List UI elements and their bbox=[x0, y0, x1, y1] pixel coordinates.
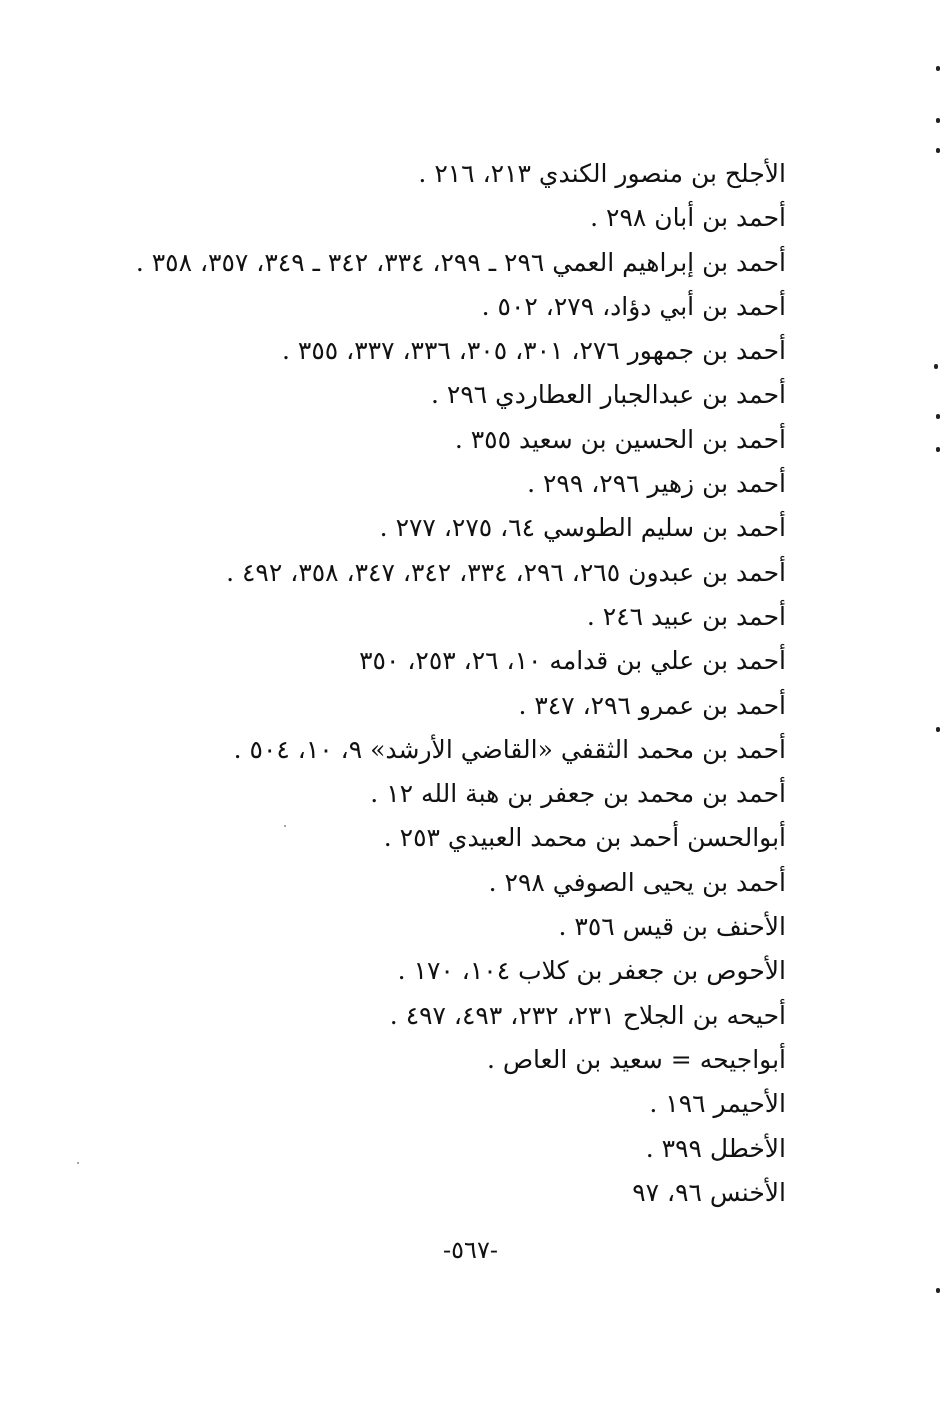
scan-mark bbox=[936, 447, 940, 452]
index-entry: أحيحه بن الجلاح ٢٣١، ٢٣٢، ٤٩٣، ٤٩٧ . bbox=[389, 1000, 786, 1030]
index-entry: الأحنف بن قيس ٣٥٦ . bbox=[558, 912, 786, 942]
scan-mark bbox=[936, 727, 940, 732]
index-entry: أحمد بن أبان ٢٩٨ . bbox=[590, 203, 786, 233]
index-entry: أحمد بن سليم الطوسي ٦٤، ٢٧٥، ٢٧٧ . bbox=[379, 513, 786, 543]
scan-speck bbox=[77, 1162, 79, 1164]
index-entry: أبوالحسن أحمد بن محمد العبيدي ٢٥٣ . bbox=[383, 823, 786, 853]
index-entry: أحمد بن علي بن قدامه ١٠، ٢٦، ٢٥٣، ٣٥٠ bbox=[359, 646, 786, 676]
index-entry: أحمد بن يحيى الصوفي ٢٩٨ . bbox=[488, 867, 786, 897]
scan-mark bbox=[936, 148, 940, 153]
index-entry: أحمد بن عبيد ٢٤٦ . bbox=[586, 601, 786, 631]
index-entry: أحمد بن الحسين بن سعيد ٣٥٥ . bbox=[454, 424, 786, 454]
scan-mark bbox=[936, 1288, 940, 1293]
index-entry: أحمد بن عبدالجبار العطاردي ٢٩٦ . bbox=[431, 380, 786, 410]
index-entry: الأجلح بن منصور الكندي ٢١٣، ٢١٦ . bbox=[418, 159, 786, 188]
scan-mark bbox=[936, 118, 940, 123]
index-entry: أحمد بن عبدون ٢٦٥، ٢٩٦، ٣٣٤، ٣٤٢، ٣٤٧، ٣٥٨، ٤٩٢ . bbox=[226, 557, 786, 587]
scan-mark bbox=[936, 414, 940, 419]
index-entry: أحمد بن محمد الثقفي «القاضي الأرشد» ٩، ١٠، ٥٠٤ . bbox=[233, 734, 786, 764]
scan-mark bbox=[936, 66, 940, 71]
index-entry: أحمد بن عمرو ٢٩٦، ٣٤٧ . bbox=[518, 690, 786, 720]
index-entry: الأحوص بن جعفر بن كلاب ١٠٤، ١٧٠ . bbox=[397, 956, 786, 986]
index-entry: أحمد بن إبراهيم العمي ٢٩٦ ـ ٢٩٩، ٣٣٤، ٣٤٢ ـ ٣٤٩، ٣٥٧، ٣٥٨ . bbox=[135, 247, 786, 277]
index-entry: أبواجيحه = سعيد بن العاص . bbox=[486, 1044, 786, 1074]
index-entry: الأخنس ٩٦، ٩٧ bbox=[632, 1177, 786, 1207]
index-entry: أحمد بن جمهور ٢٧٦، ٣٠١، ٣٠٥، ٣٣٦، ٣٣٧، ٣٥٥ . bbox=[282, 336, 786, 366]
page-number: -٥٦٧- bbox=[443, 1236, 498, 1264]
index-entry: الأخطل ٣٩٩ . bbox=[645, 1133, 786, 1163]
name-index-list bbox=[26, 152, 786, 1215]
index-entry: أحمد بن زهير ٢٩٦، ٢٩٩ . bbox=[527, 469, 786, 499]
scan-mark bbox=[934, 364, 938, 369]
index-entry: أحمد بن محمد بن جعفر بن هبة الله ١٢ . bbox=[370, 779, 786, 809]
index-entry: الأحيمر ١٩٦ . bbox=[649, 1089, 786, 1119]
index-entry: أحمد بن أبي دؤاد، ٢٧٩، ٥٠٢ . bbox=[481, 291, 786, 321]
scan-speck bbox=[284, 825, 286, 827]
